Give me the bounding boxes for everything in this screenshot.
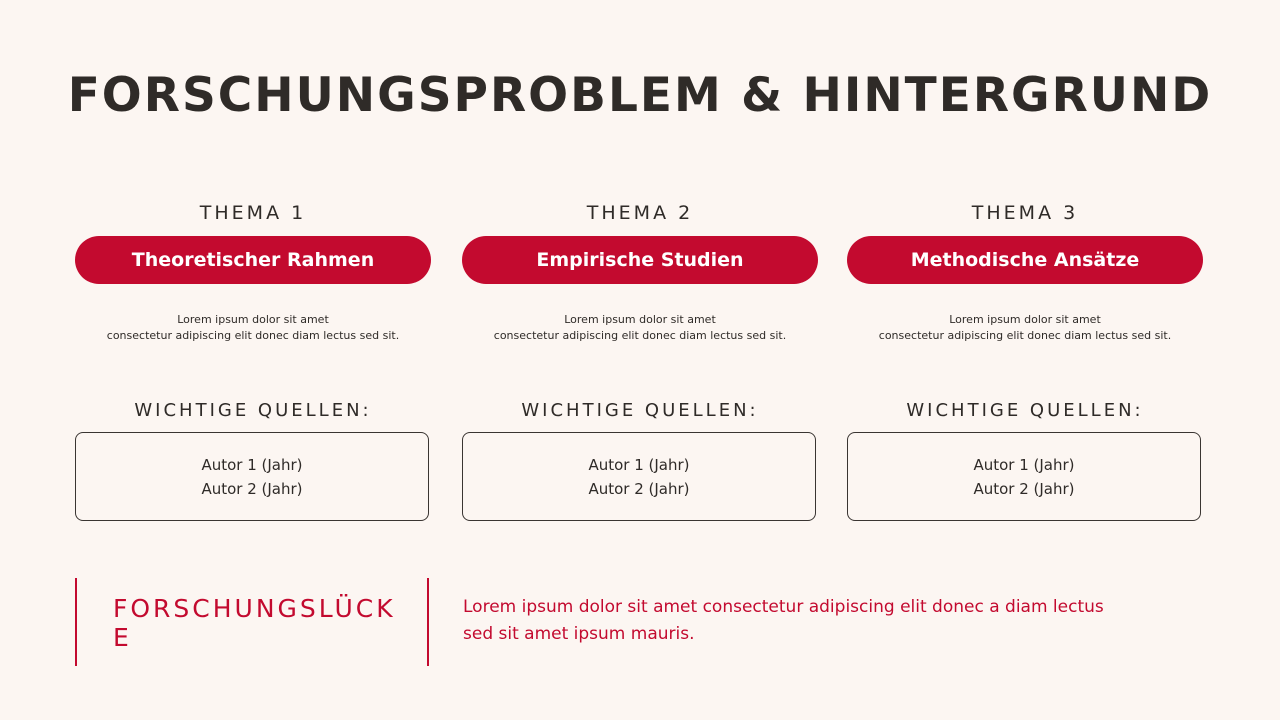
sources-box bbox=[75, 432, 429, 521]
sources-box bbox=[462, 432, 816, 521]
theme-description-line: Lorem ipsum dolor sit amet bbox=[564, 313, 716, 326]
theme-description bbox=[462, 312, 818, 344]
slide-title: FORSCHUNGSPROBLEM & HINTERGRUND bbox=[67, 68, 1213, 123]
theme-label: THEMA 3 bbox=[971, 202, 1079, 224]
theme-label: THEMA 2 bbox=[586, 202, 694, 224]
theme-name-pill: Theoretischer Rahmen bbox=[75, 236, 431, 284]
research-gap-divider-middle bbox=[427, 578, 429, 666]
theme-column-1 bbox=[75, 196, 431, 498]
source-item: Autor 1 (Jahr) bbox=[588, 455, 690, 474]
theme-column-3 bbox=[847, 196, 1203, 498]
sources-label: WICHTIGE QUELLEN: bbox=[521, 400, 759, 421]
source-item: Autor 1 (Jahr) bbox=[201, 455, 303, 474]
theme-description bbox=[75, 312, 431, 344]
theme-description-line: Lorem ipsum dolor sit amet bbox=[177, 313, 329, 326]
research-gap-text: Lorem ipsum dolor sit amet consectetur adipiscing elit donec a diam lectus sed sit amet ipsum mauris. bbox=[463, 597, 1104, 644]
source-item: Autor 2 (Jahr) bbox=[973, 479, 1075, 498]
research-gap-divider-left bbox=[75, 578, 77, 666]
source-item: Autor 2 (Jahr) bbox=[588, 479, 690, 498]
theme-description-line: consectetur adipiscing elit donec diam lectus sed sit. bbox=[878, 329, 1172, 342]
source-item: Autor 1 (Jahr) bbox=[973, 455, 1075, 474]
theme-label: THEMA 1 bbox=[199, 202, 307, 224]
theme-name-pill: Empirische Studien bbox=[462, 236, 818, 284]
theme-column-2 bbox=[462, 196, 818, 498]
sources-box bbox=[847, 432, 1201, 521]
theme-description-line: consectetur adipiscing elit donec diam lectus sed sit. bbox=[106, 329, 400, 342]
sources-label: WICHTIGE QUELLEN: bbox=[134, 400, 372, 421]
theme-name-pill: Methodische Ansätze bbox=[847, 236, 1203, 284]
source-item: Autor 2 (Jahr) bbox=[201, 479, 303, 498]
sources-label: WICHTIGE QUELLEN: bbox=[906, 400, 1144, 421]
research-gap-title: FORSCHUNGSLÜCKE bbox=[113, 594, 396, 652]
theme-description-line: Lorem ipsum dolor sit amet bbox=[949, 313, 1101, 326]
theme-description-line: consectetur adipiscing elit donec diam lectus sed sit. bbox=[493, 329, 787, 342]
theme-description bbox=[847, 312, 1203, 344]
